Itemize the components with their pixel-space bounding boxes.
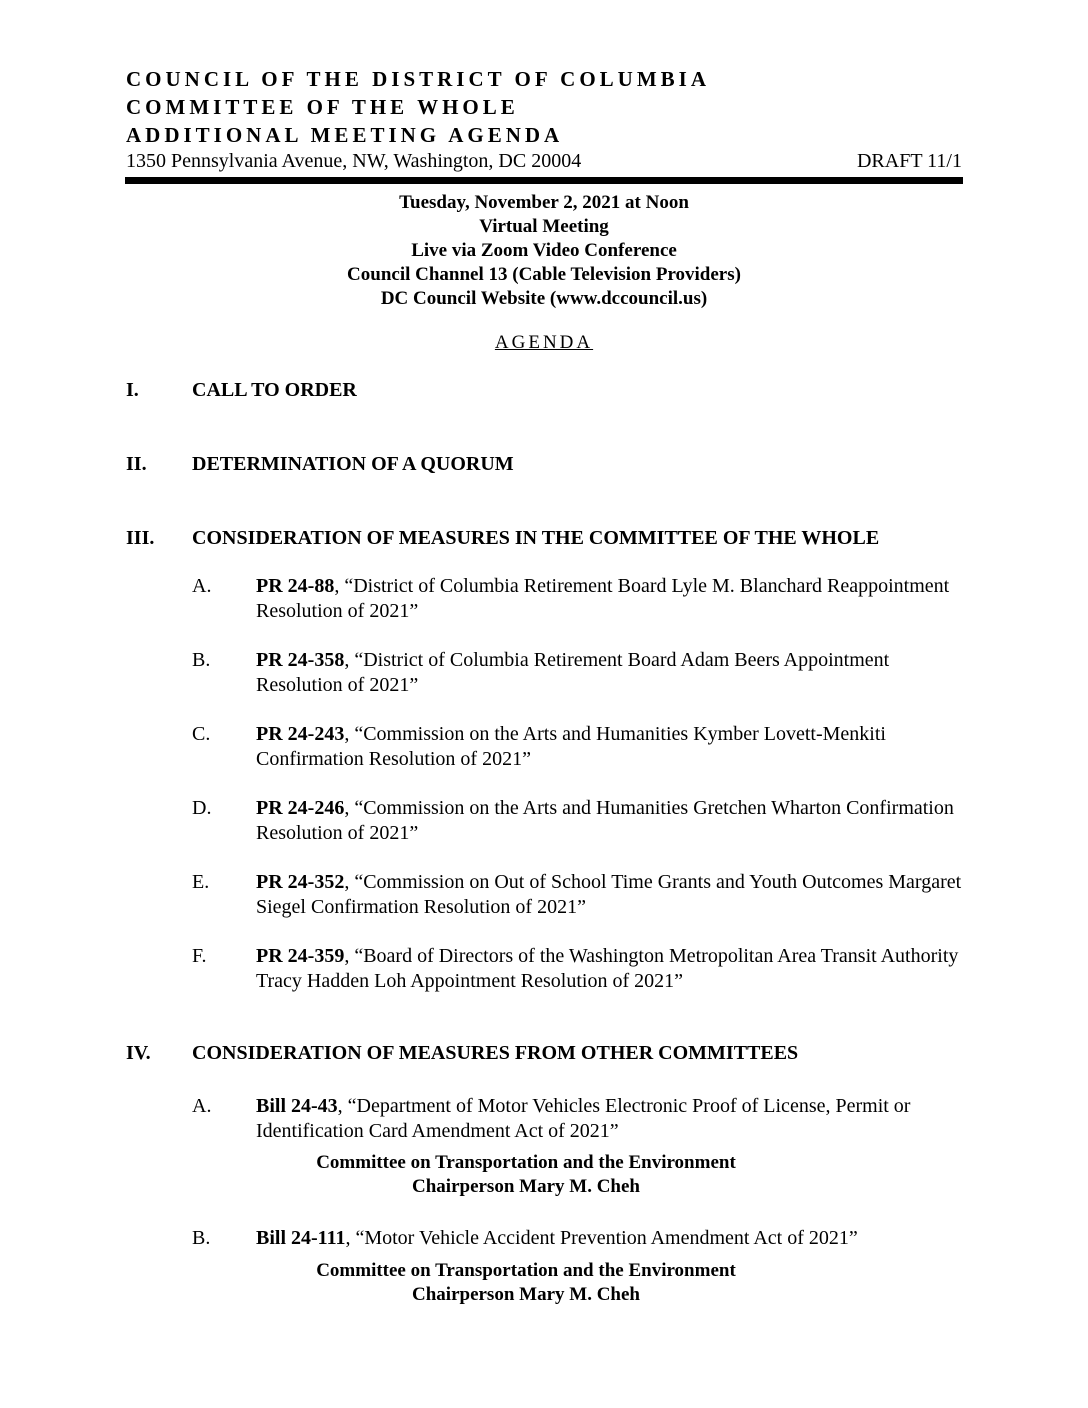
agenda-item — [256, 722, 966, 772]
measure-title: , “Commission on the Arts and Humanities Gretchen Wharton Confirmation Resolution of 2021” — [256, 797, 954, 844]
measure-title: , “District of Columbia Retirement Board Lyle M. Blanchard Reappointment Resolution of 2021” — [256, 575, 950, 622]
section-title-other-committees: CONSIDERATION OF MEASURES FROM OTHER COMMITTEES — [192, 1042, 799, 1064]
measure-id: PR 24-352 — [256, 871, 345, 893]
item-letter: A. — [192, 575, 212, 597]
measure-title: , “Board of Directors of the Washington Metropolitan Area Transit Authority Tracy Hadden Loh Appointment Resolution of 2021” — [256, 945, 959, 992]
agenda-item — [256, 1226, 966, 1251]
header-council-name: COUNCIL OF THE DISTRICT OF COLUMBIA — [126, 67, 710, 91]
item-letter: B. — [192, 1227, 211, 1249]
measure-id: PR 24-246 — [256, 797, 345, 819]
section-number: IV. — [126, 1042, 151, 1064]
header-divider — [125, 177, 963, 184]
item-letter: F. — [192, 945, 207, 967]
item-letter: C. — [192, 723, 211, 745]
measure-title: , “Motor Vehicle Accident Prevention Amendment Act of 2021” — [345, 1227, 858, 1249]
meeting-date: Tuesday, November 2, 2021 at Noon — [399, 192, 689, 213]
header-committee-name: COMMITTEE OF THE WHOLE — [126, 95, 519, 119]
measure-id: PR 24-358 — [256, 649, 345, 671]
item-letter: E. — [192, 871, 210, 893]
measure-title: , “District of Columbia Retirement Board Adam Beers Appointment Resolution of 2021” — [256, 649, 890, 696]
meeting-platform: Live via Zoom Video Conference — [411, 240, 677, 261]
meeting-format: Virtual Meeting — [479, 216, 609, 237]
measure-id: PR 24-88 — [256, 575, 335, 597]
measure-id: PR 24-359 — [256, 945, 345, 967]
measure-title: , “Department of Motor Vehicles Electronic Proof of License, Permit or Identification Card Amendment Act of 2021” — [256, 1095, 911, 1142]
measure-title: , “Commission on Out of School Time Grants and Youth Outcomes Margaret Siegel Confirmation Resolution of 2021” — [256, 871, 962, 918]
agenda-item — [256, 648, 966, 698]
section-number: II. — [126, 453, 147, 475]
agenda-item — [256, 1094, 966, 1144]
agenda-heading: AGENDA — [494, 332, 594, 353]
measure-title: , “Commission on the Arts and Humanities Kymber Lovett-Menkiti Confirmation Resolution of 2021” — [256, 723, 886, 770]
draft-label: DRAFT 11/1 — [856, 150, 962, 172]
agenda-item — [256, 574, 966, 624]
committee-chair: Chairperson Mary M. Cheh — [412, 1284, 640, 1305]
committee-chair: Chairperson Mary M. Cheh — [412, 1176, 640, 1197]
meeting-channel: Council Channel 13 (Cable Television Providers) — [347, 264, 741, 285]
section-title-committee-of-whole: CONSIDERATION OF MEASURES IN THE COMMITTEE OF THE WHOLE — [192, 527, 880, 549]
item-letter: D. — [192, 797, 212, 819]
section-title-quorum: DETERMINATION OF A QUORUM — [192, 453, 514, 475]
section-number: III. — [126, 527, 155, 549]
measure-id: PR 24-243 — [256, 723, 345, 745]
agenda-item — [256, 796, 966, 846]
header-address: 1350 Pennsylvania Avenue, NW, Washington, DC 20004 — [126, 150, 582, 172]
header-document-title: ADDITIONAL MEETING AGENDA — [126, 123, 564, 147]
item-letter: B. — [192, 649, 211, 671]
section-title-call-to-order: CALL TO ORDER — [192, 379, 357, 401]
section-number: I. — [126, 379, 139, 401]
committee-name: Committee on Transportation and the Environment — [316, 1260, 736, 1281]
agenda-item — [256, 944, 966, 994]
item-letter: A. — [192, 1095, 212, 1117]
measure-id: Bill 24-111 — [256, 1227, 346, 1249]
committee-name: Committee on Transportation and the Environment — [316, 1152, 736, 1173]
meeting-website: DC Council Website (www.dccouncil.us) — [380, 288, 708, 309]
measure-id: Bill 24-43 — [256, 1095, 338, 1117]
agenda-item — [256, 870, 966, 920]
